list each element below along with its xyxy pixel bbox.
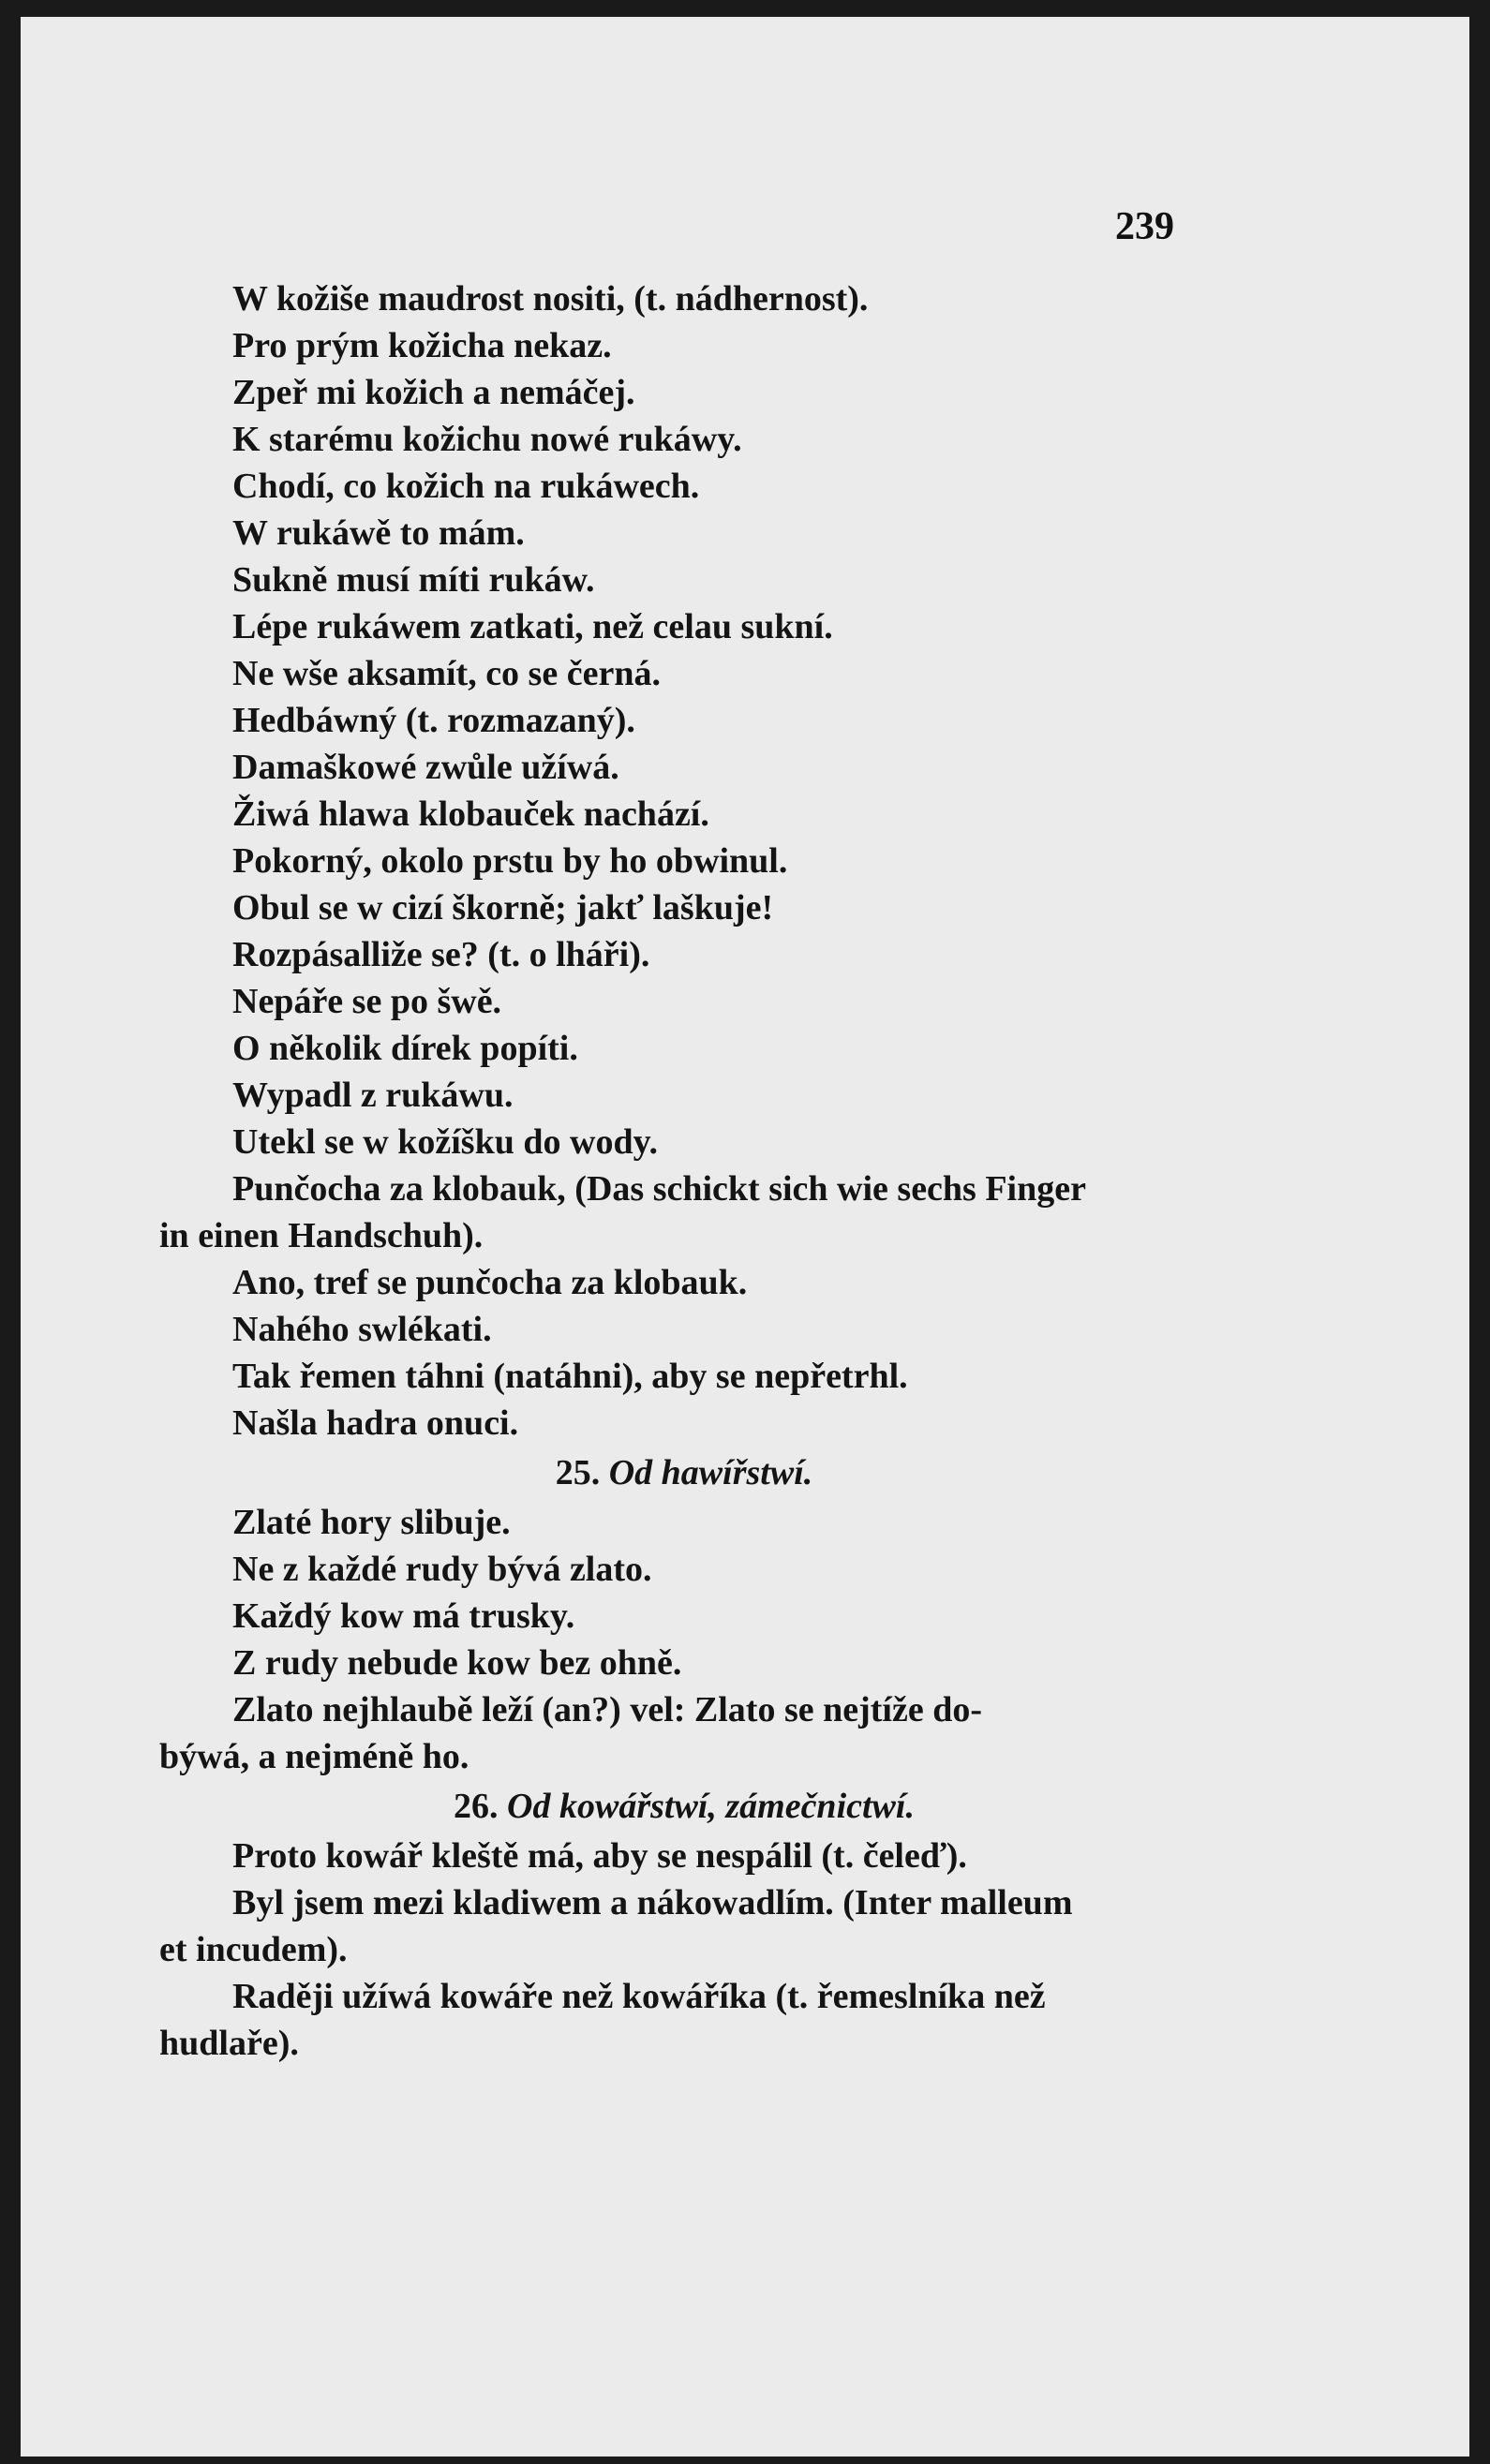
text-line: Tak řemen táhni (natáhni), aby se nepřetrhl. [232,1357,908,1396]
text-line: Zpeř mi kožich a nemáčej. [232,373,635,412]
text-line: Obul se w cizí škorně; jakť laškuje! [232,888,774,928]
text-line: Z rudy nebude kow bez ohně. [232,1643,682,1683]
text-line: Nahého swlékati. [232,1310,492,1349]
text-line: Punčocha za klobauk, (Das schickt sich wie sechs Finger [232,1169,1086,1209]
text-line: Chodí, co kožich na rukáwech. [232,467,700,506]
text-line: W kožiše maudrost nositi, (t. nádhernost). [232,279,869,319]
section-heading-25 [159,1447,1209,1499]
text-line: O několik dírek popíti. [232,1029,578,1068]
text-line: Zlaté hory slibuje. [232,1503,511,1542]
text-line: Rozpásalliže se? (t. o lháři). [232,935,650,974]
text-line: Pokorný, okolo prstu by ho obwinul. [232,841,788,881]
section-number: 26. [454,1787,499,1826]
text-line: Nepáře se po šwě. [232,982,502,1021]
text-line: Hedbáwný (t. rozmazaný). [232,701,635,740]
text-line: Byl jsem mezi kladiwem a nákowadlím. (Inter malleum [232,1883,1073,1922]
text-line: Raději užíwá kowáře než kowáříka (t. řemeslníka než [232,1977,1046,2016]
text-line: Wypadl z rukáwu. [232,1076,514,1115]
text-line-continuation: in einen Handschuh). [159,1216,484,1255]
text-body [159,275,1209,2067]
text-line: Každý kow má trusky. [232,1596,575,1636]
text-line: Našla hadra onuci. [232,1403,519,1443]
section-title: Od hawířstwí. [608,1453,813,1492]
text-line-continuation: býwá, a nejméně ho. [159,1737,469,1776]
section-title: Od kowářstwí, zámečnictwí. [507,1787,915,1826]
text-line: Damaškowé zwůle užíwá. [232,748,619,787]
text-line: Proto kowář kleště má, aby se nespálil (t. čeleď). [232,1836,967,1876]
text-line-continuation: hudlaře). [159,2024,299,2063]
text-line: Zlato nejhlaubě leží (an?) vel: Zlato se nejtíže do- [232,1690,983,1729]
text-line: K starému kožichu nowé rukáwy. [232,420,742,459]
text-line: Ano, tref se punčocha za klobauk. [232,1263,748,1302]
page-number: 239 [1115,205,1174,248]
text-line: Lépe rukáwem zatkati, než celau sukní. [232,607,833,646]
section-number: 25. [555,1453,601,1492]
text-line: Žiwá hlawa klobauček nachází. [232,794,709,834]
text-line: W rukáwě to mám. [232,513,525,553]
text-line: Utekl se w kožíšku do wody. [232,1122,658,1162]
text-line-continuation: et incudem). [159,1930,348,1969]
text-line: Ne z každé rudy bývá zlato. [232,1550,652,1589]
section-heading-26 [159,1780,1209,1833]
text-line: Pro prým kožicha nekaz. [232,326,612,365]
text-line: Ne wše aksamít, co se černá. [232,654,661,693]
book-page [21,17,1469,2457]
text-line: Sukně musí míti rukáw. [232,560,595,600]
